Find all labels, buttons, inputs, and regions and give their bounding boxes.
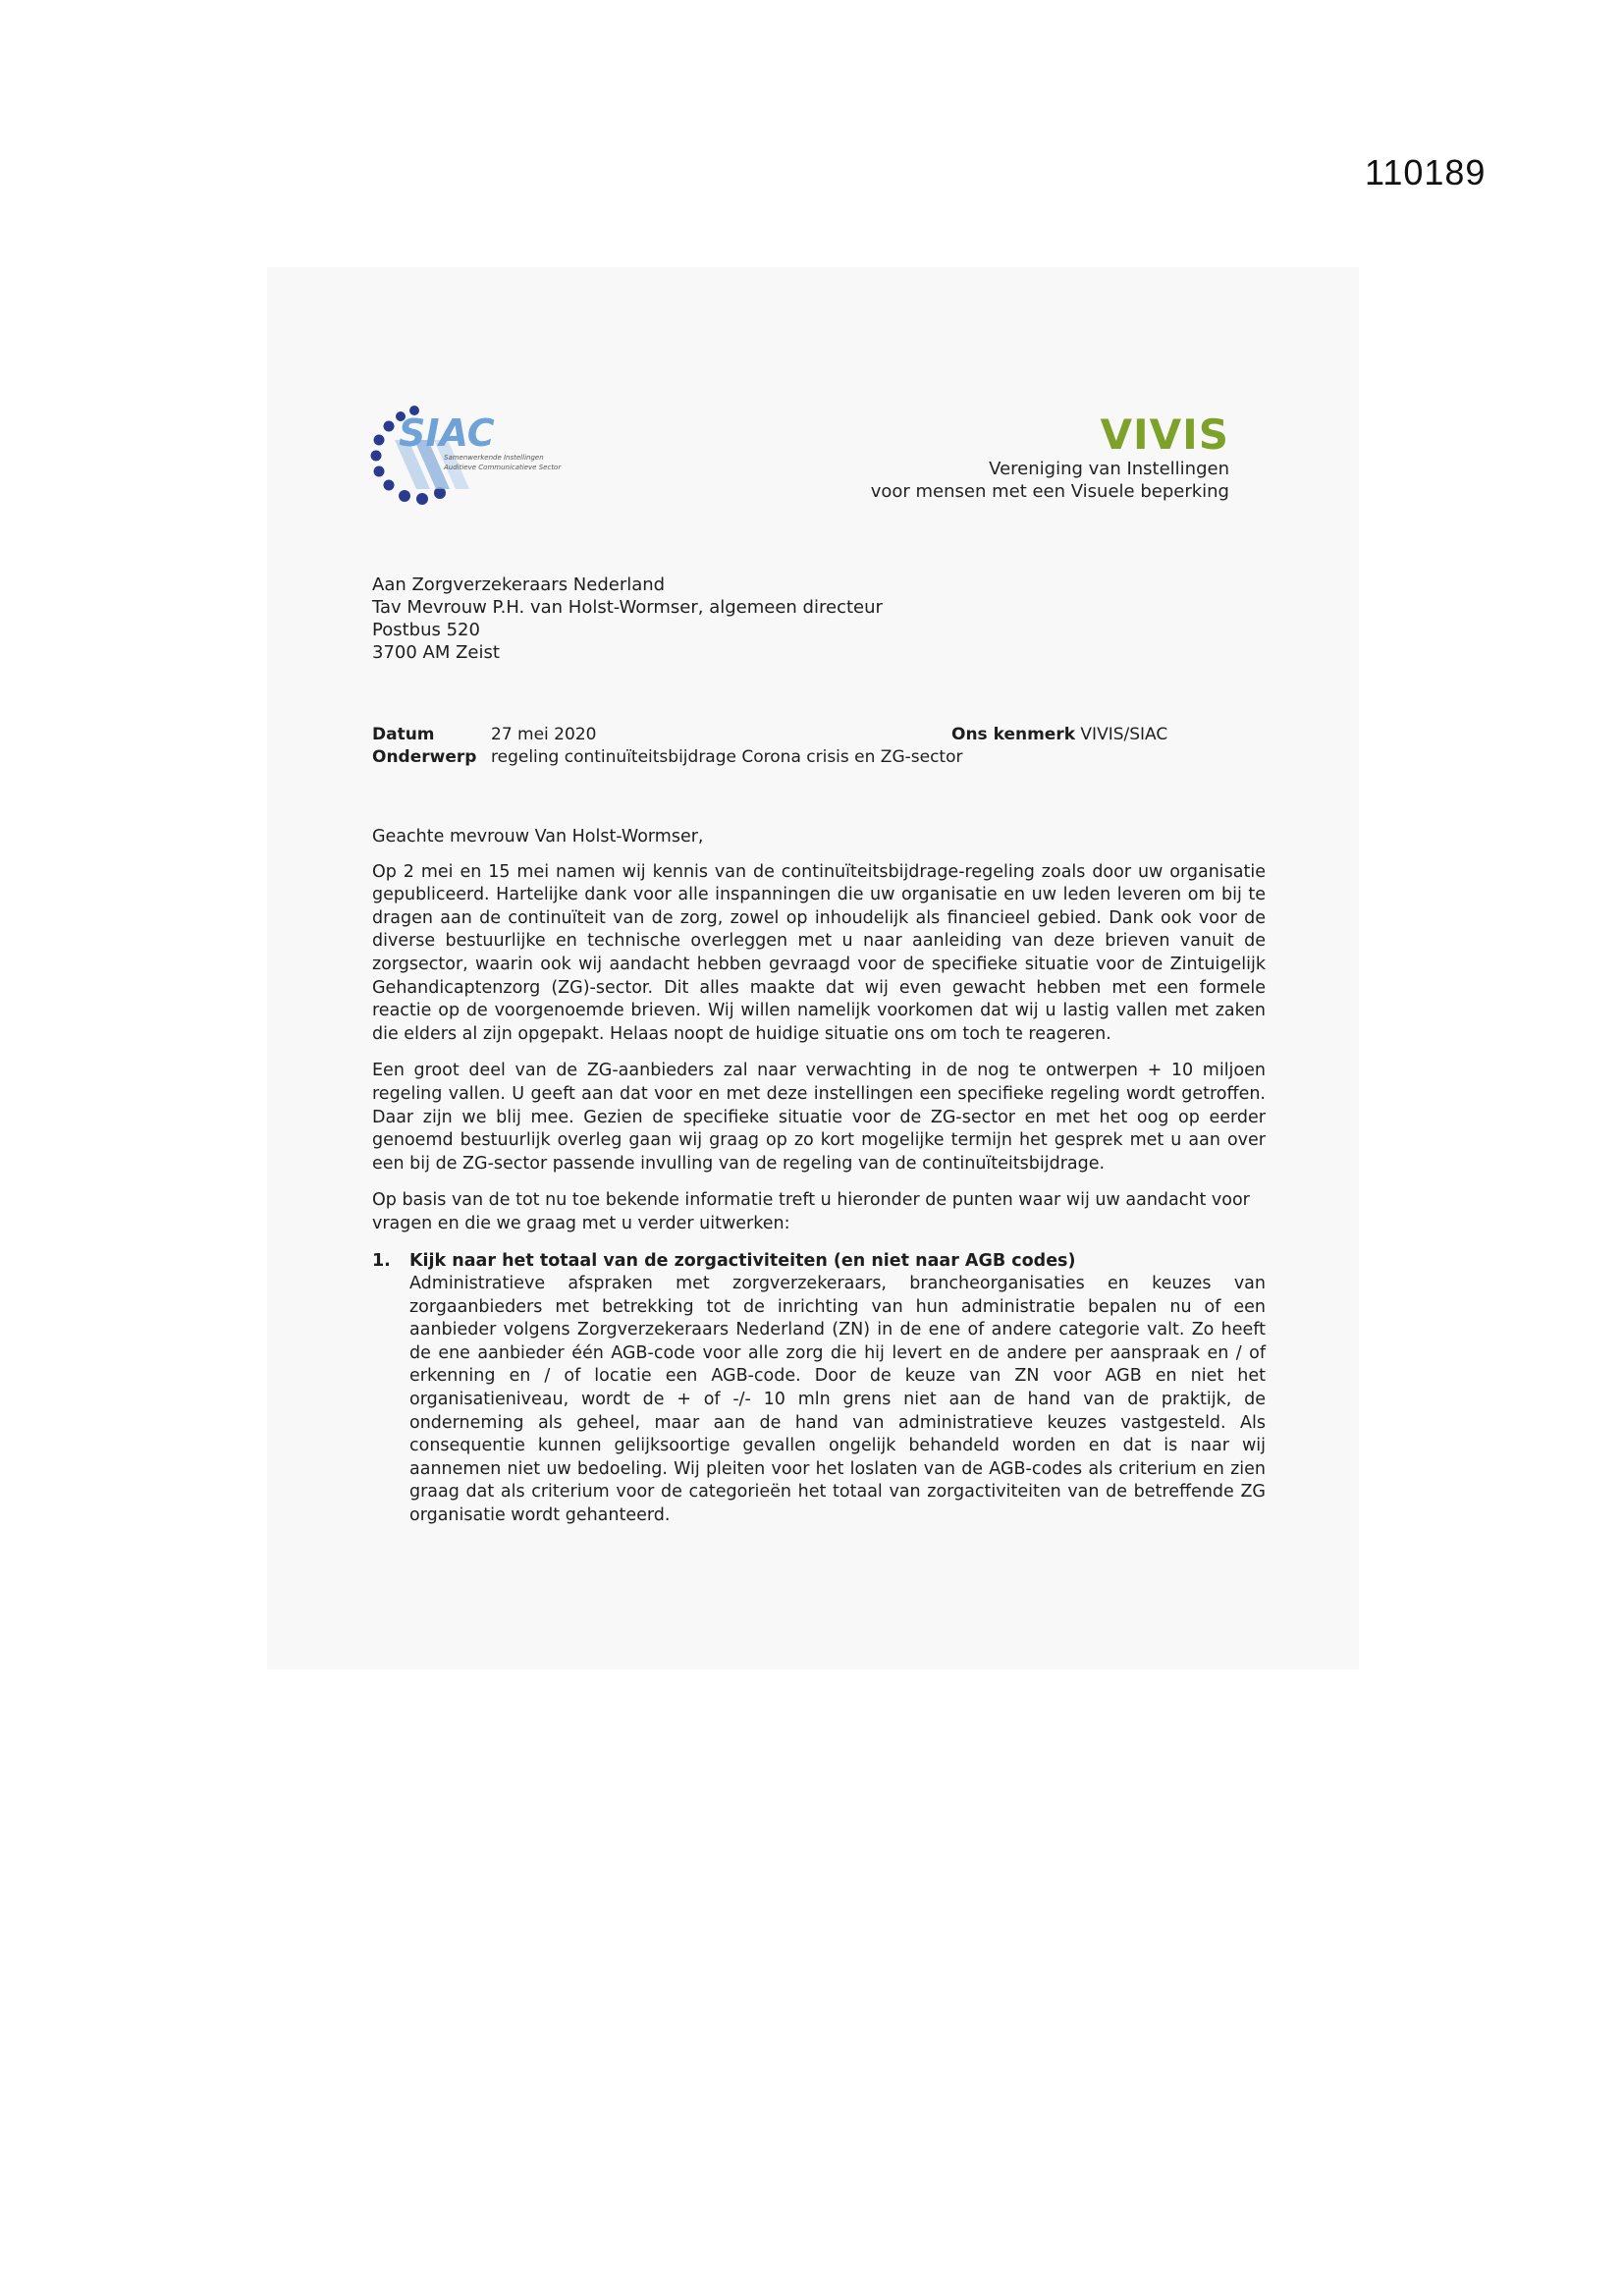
- paragraph-3: Op basis van de tot nu toe bekende informatie treft u hieronder de punten waar wij uw aandacht voor vragen en die we graag met u verder uitwerken:: [372, 1190, 1250, 1233]
- vivis-letterhead: [871, 412, 1229, 503]
- address-line: Tav Mevrouw P.H. van Holst-Wormser, algemeen directeur: [372, 597, 883, 618]
- salutation: Geachte mevrouw Van Holst-Wormser,: [372, 827, 704, 847]
- point-1-title: Kijk naar het totaal van de zorgactiviteiten (en niet naar AGB codes): [409, 1250, 1076, 1271]
- siac-logo-graphic: [369, 401, 605, 511]
- paragraph-1: Op 2 mei en 15 mei namen wij kennis van de continuïteitsbijdrage-regeling zoals door uw organisatie gepubliceerd. Hartelijke dank voor alle inspanningen die uw organisatie en uw leden leveren om bij te dragen aan de continuïteit van de zorg, zowel op inhoudelijk als financieel gebied. Dank ook voor de diverse bestuurlijke en technische overleggen met u naar aanleiding van deze brieven vanuit de zorgsector, waarin ook wij aandacht hebben gevraagd voor de specifieke situatie voor de Zintuigelijk Gehandicaptenzorg (ZG)-sector. Dit alles maakte dat wij even gewacht hebben met een formele reactie op de voorgenoemde brieven. Wij willen namelijk voorkomen dat wij u lastig vallen met zaken die elders al zijn opgepakt. Helaas noopt de huidige situatie ons om toch te reageren.: [372, 861, 1266, 1044]
- point-1: [372, 1250, 1266, 1528]
- siac-dot: [374, 435, 385, 446]
- recipient-address: [372, 574, 883, 664]
- point-1-text: Administratieve afspraken met zorgverzekeraars, brancheorganisaties en keuzes van zorgaanbieders met betrekking tot de inrichting van hun administratie bepalen nu of een aanbieder volgens Zorgverzekeraars Nederland (ZN) in de ene of andere categorie valt. Zo heeft de ene aanbieder één AGB-code voor alle zorg die hij levert en de andere per aanspraak en / of erkenning en / of locatie een AGB-code. Door de keuze van ZN voor AGB en niet het organisatieniveau, wordt de + of -/- 10 mln grens niet aan de hand van de praktijk, de onderneming als geheel, maar aan de hand van administratieve keuzes vastgesteld. Als consequentie kunnen gelijksoortige gevallen ongelijk behandeld worden en dat is naar wij aannemen niet uw bedoeling. Wij pleiten voor het loslaten van de AGB-codes als criterium en zien graag dat als criterium voor de categorieën het totaal van zorgactiviteiten van de betreffende ZG organisatie wordt gehanteerd.: [409, 1274, 1266, 1526]
- address-line: Postbus 520: [372, 620, 480, 640]
- siac-dot: [384, 480, 395, 491]
- onderwerp-value: regeling continuïteitsbijdrage Corona crisis en ZG-sector: [491, 747, 963, 767]
- meta-row-onderwerp: [372, 746, 1256, 769]
- vivis-tagline-2: voor mensen met een Visuele beperking: [870, 481, 1229, 502]
- siac-wordmark: SIAC: [399, 411, 495, 455]
- siac-dot: [371, 451, 382, 462]
- letter-meta: [372, 724, 1256, 769]
- siac-dot: [416, 493, 428, 505]
- point-1-number: 1.: [372, 1250, 391, 1271]
- kenmerk-value: VIVIS/SIAC: [1080, 725, 1168, 744]
- vivis-logo-name: VIVIS: [1100, 410, 1229, 459]
- siac-logo: [369, 401, 605, 511]
- kenmerk: [951, 724, 1167, 746]
- meta-row-datum: [372, 724, 1256, 746]
- document-number: 110189: [1365, 152, 1487, 192]
- siac-dot: [374, 466, 385, 477]
- address-line: 3700 AM Zeist: [372, 642, 500, 663]
- datum-label: Datum: [372, 725, 435, 744]
- paragraph-2: Een groot deel van de ZG-aanbieders zal naar verwachting in de nog te ontwerpen + 10 miljoen regeling vallen. U geeft aan dat voor en met deze instellingen een specifieke regeling wordt getroffen. Daar zijn we blij mee. Gezien de specifieke situatie voor de ZG-sector en met het oog op eerder genoemd bestuurlijk overleg gaan wij graag op zo kort mogelijke termijn het gesprek met u aan over een bij de ZG-sector passende invulling van de regeling van de continuïteitsbijdrage.: [372, 1061, 1266, 1174]
- address-line: Aan Zorgverzekeraars Nederland: [372, 574, 666, 595]
- siac-subline-1: Samenwerkende Instellingen: [444, 454, 544, 462]
- siac-dot: [384, 421, 395, 432]
- kenmerk-label: Ons kenmerk: [951, 725, 1076, 744]
- vivis-tagline-1: Vereniging van Instellingen: [989, 459, 1229, 479]
- siac-subline-2: Auditieve Communicatieve Sector: [444, 464, 562, 471]
- siac-dot: [399, 490, 410, 502]
- datum-value: 27 mei 2020: [491, 725, 597, 744]
- onderwerp-label: Onderwerp: [372, 747, 477, 767]
- letter-body: [372, 826, 1266, 1528]
